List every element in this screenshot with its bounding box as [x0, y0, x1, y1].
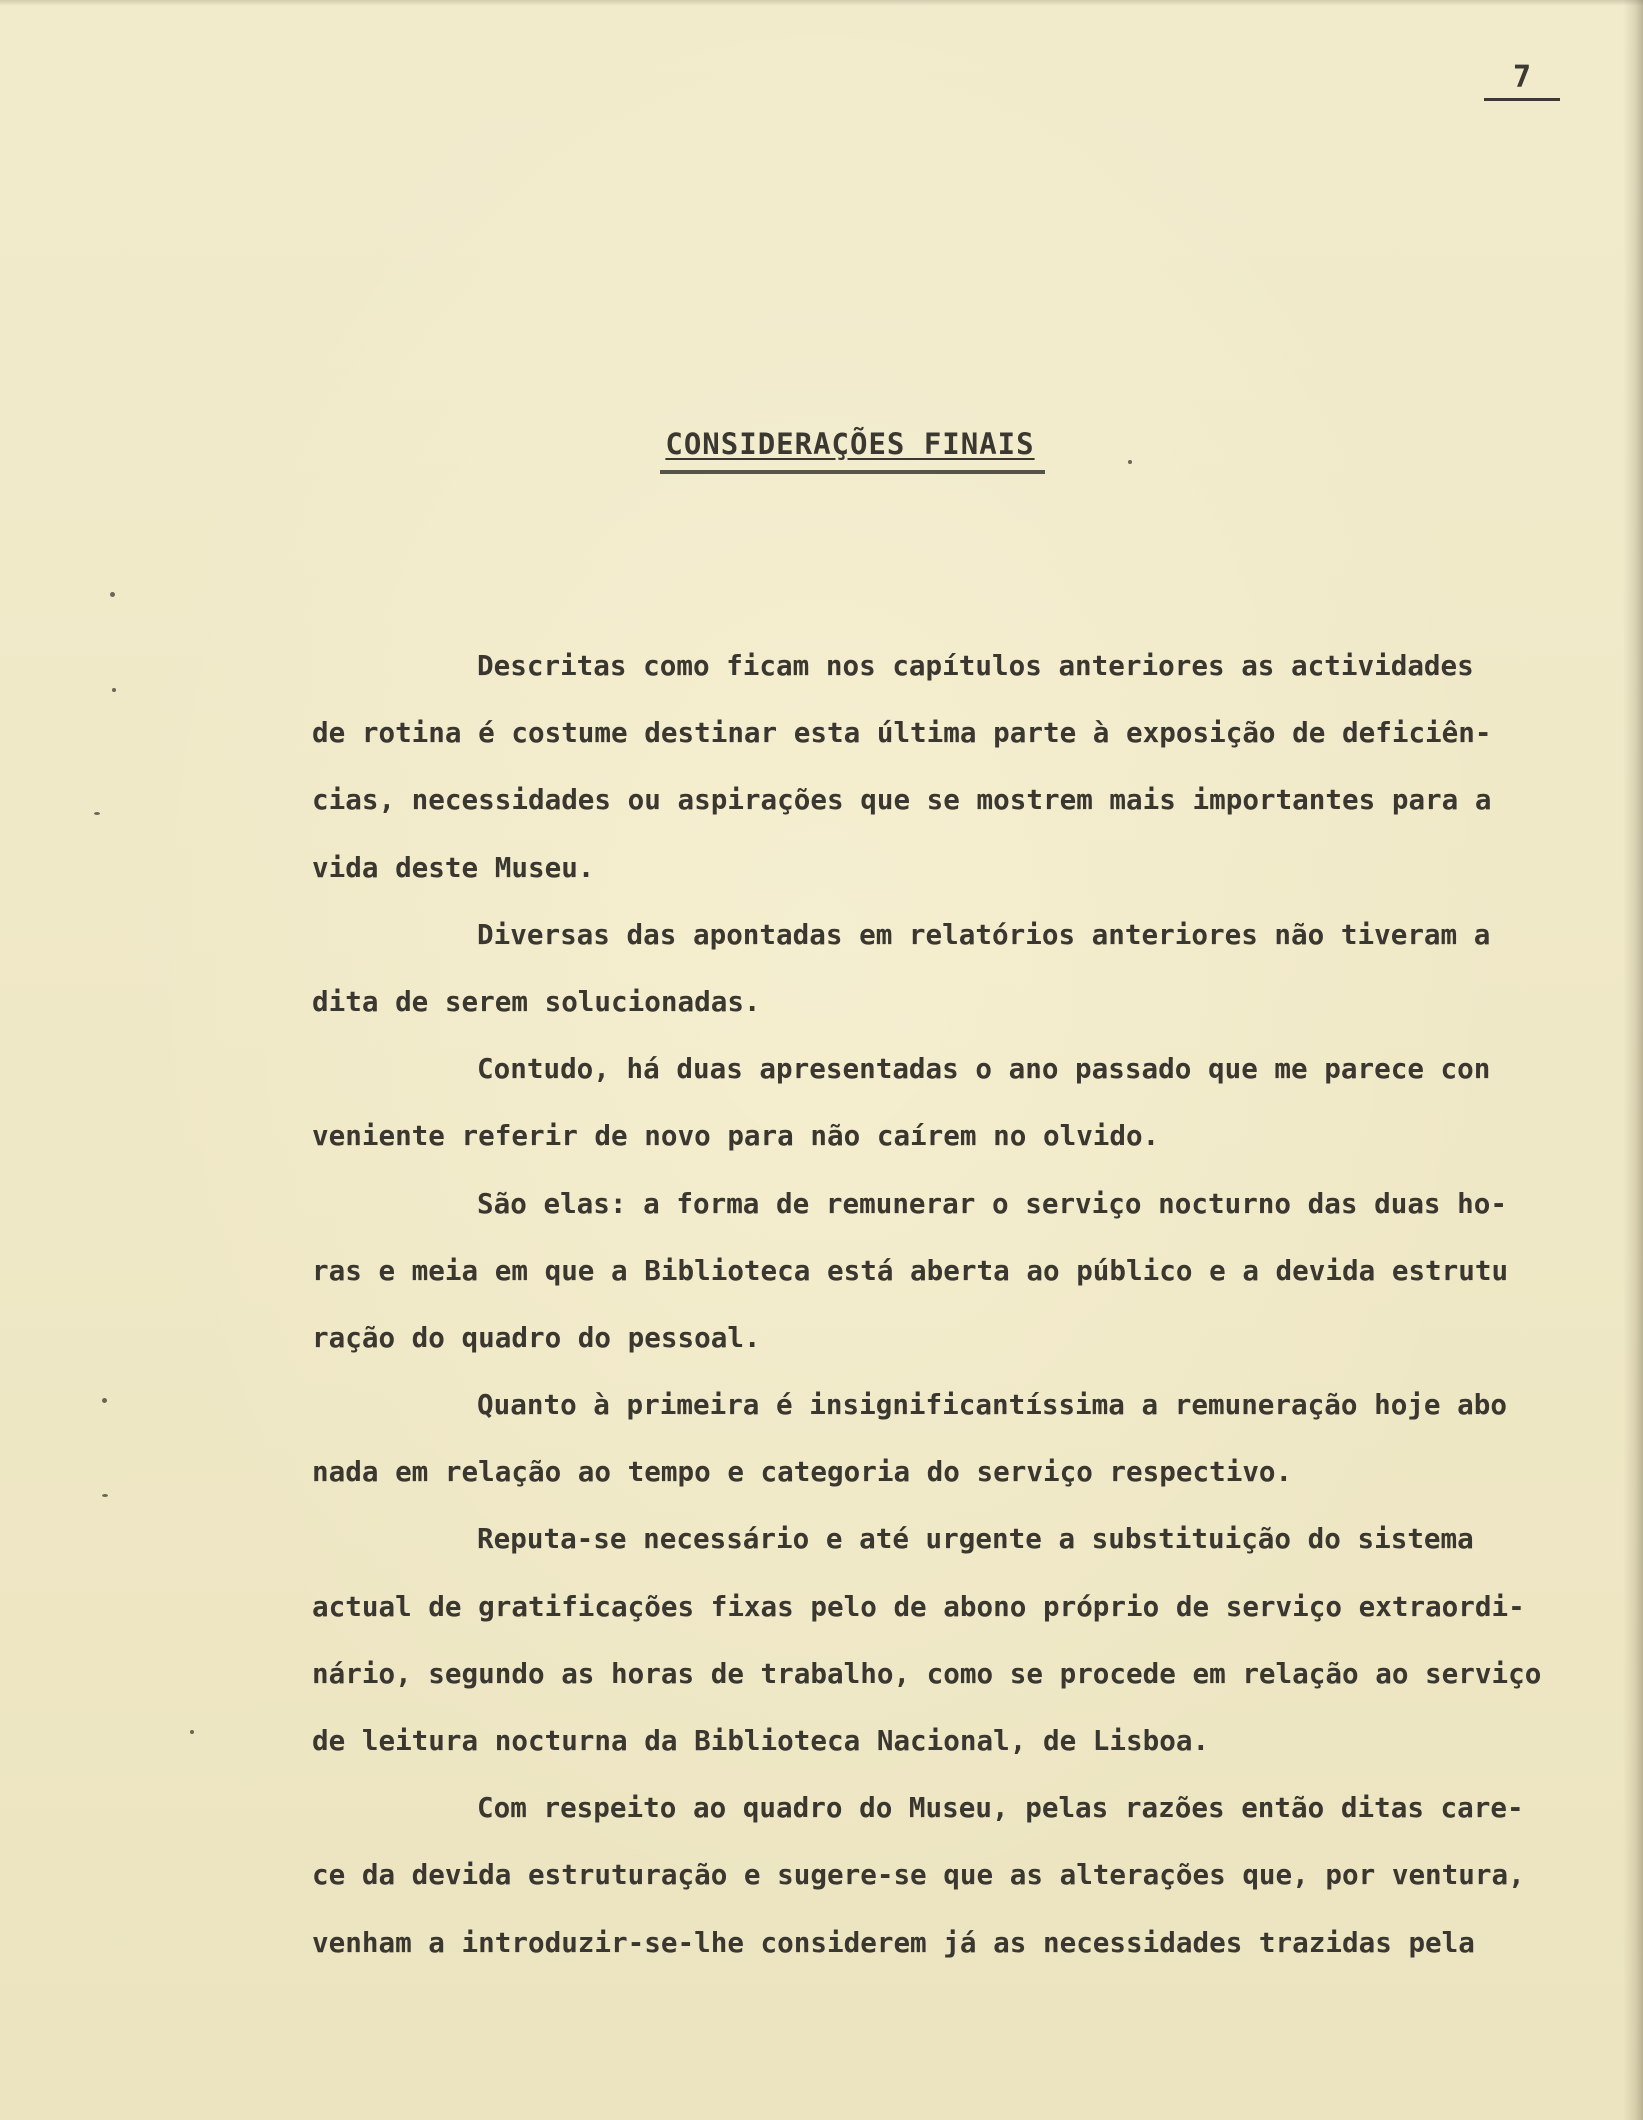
section-title-underline — [660, 470, 1045, 474]
text-line: actual de gratificações fixas pelo de abono próprio de serviço extraordi- — [312, 1589, 1525, 1623]
page-number: 7 — [1512, 60, 1532, 95]
text-line: veniente referir de novo para não caírem no olvido. — [312, 1119, 1160, 1153]
text-line: São elas: a forma de remunerar o serviço nocturno das duas ho- — [477, 1186, 1507, 1220]
paper-speck — [1128, 460, 1132, 464]
text-line: ras e meia em que a Biblioteca está aberta ao público e a devida estrutu — [312, 1253, 1509, 1287]
page-right-edge-shadow — [1623, 0, 1643, 2120]
text-line: cias, necessidades ou aspirações que se mostrem mais importantes para a — [312, 783, 1492, 817]
text-line: Reputa-se necessário e até urgente a substituição do sistema — [477, 1522, 1474, 1556]
paper-speck — [102, 1494, 108, 1497]
text-line: ração do quadro do pessoal. — [312, 1320, 761, 1354]
text-line: Quanto à primeira é insignificantíssima a remuneração hoje abo — [477, 1388, 1507, 1422]
paper-speck — [94, 812, 100, 815]
body-text — [312, 641, 1542, 1985]
paper-speck — [112, 688, 116, 692]
text-line: Com respeito ao quadro do Museu, pelas razões então ditas care- — [477, 1791, 1524, 1825]
paper-speck — [102, 1398, 107, 1403]
text-line: de rotina é costume destinar esta última parte à exposição de deficiên- — [312, 716, 1492, 750]
paper-speck — [110, 592, 115, 597]
text-line: dita de serem solucionadas. — [312, 984, 761, 1018]
paper-speck — [190, 1730, 194, 1734]
text-line: de leitura nocturna da Biblioteca Nacional, de Lisboa. — [312, 1724, 1210, 1757]
text-line: venham a introduzir-se-lhe considerem já as necessidades trazidas pela — [312, 1925, 1475, 1959]
text-line: nada em relação ao tempo e categoria do serviço respectivo. — [312, 1455, 1293, 1489]
text-line: ce da devida estruturação e sugere-se que as alterações que, por ventura, — [312, 1858, 1525, 1892]
text-line: Descritas como ficam nos capítulos anteriores as actividades — [477, 649, 1474, 682]
section-title: CONSIDERAÇÕES FINAIS — [665, 427, 1035, 461]
text-line: vida deste Museu. — [312, 850, 595, 884]
page-top-edge-shadow — [0, 0, 1643, 6]
text-line: Contudo, há duas apresentadas o ano passado que me parece con — [477, 1052, 1491, 1086]
text-line: nário, segundo as horas de trabalho, como se procede em relação ao serviço — [312, 1656, 1542, 1690]
text-line: Diversas das apontadas em relatórios anteriores não tiveram a — [477, 917, 1491, 951]
page-number-underline — [1484, 98, 1560, 101]
